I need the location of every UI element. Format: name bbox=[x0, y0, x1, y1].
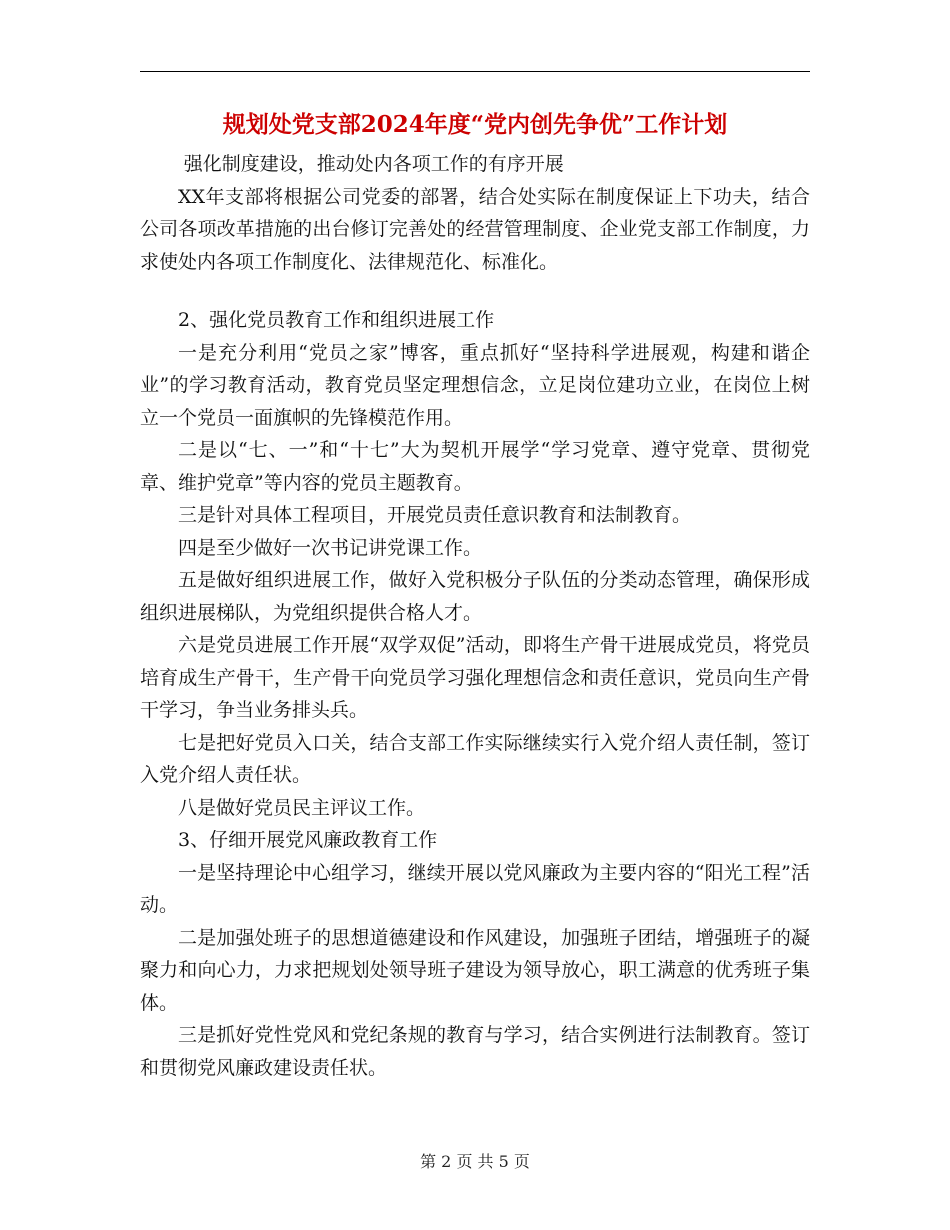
section2-item: 五是做好组织进展工作，做好入党积极分子队伍的分类动态管理，确保形成组织进展梯队，为党组织提供合格人才。 bbox=[140, 569, 810, 624]
section2-item: 四是至少做好一次书记讲党课工作。 bbox=[178, 536, 483, 559]
section2-item: 一是充分利用“党员之家”博客，重点抓好“坚持科学进展观，构建和谐企业”的学习教育活动，教育党员坚定理想信念，立足岗位建功立业，在岗位上树立一个党员一面旗帜的先锋模范作用。 bbox=[140, 341, 810, 429]
section3-item: 三是抓好党性党风和党纪条规的教育与学习，结合实例进行法制教育。签订和贯彻党风廉政建设责任状。 bbox=[140, 1024, 810, 1079]
paragraph-gap bbox=[140, 278, 810, 304]
section3-item: 一是坚持理论中心组学习，继续开展以党风廉政为主要内容的“阳光工程”活动。 bbox=[140, 861, 810, 916]
section3-item: 二是加强处班子的思想道德建设和作风建设，加强班子团结，增强班子的凝聚力和向心力，力求把规划处领导班子建设为领导放心，职工满意的优秀班子集体。 bbox=[140, 926, 810, 1014]
document-body bbox=[140, 148, 810, 1084]
section2-item: 三是针对具体工程项目，开展党员责任意识教育和法制教育。 bbox=[178, 504, 692, 526]
section2-item: 七是把好党员入口关，结合支部工作实际继续实行入党介绍人责任制，签订入党介绍人责任状。 bbox=[140, 731, 810, 786]
section2-heading: 2、强化党员教育工作和组织进展工作 bbox=[178, 309, 495, 331]
section2-item: 八是做好党员民主评议工作。 bbox=[178, 796, 426, 819]
section1-heading: 强化制度建设，推动处内各项工作的有序开展 bbox=[183, 153, 564, 175]
page-number: 第 2 页 共 5 页 bbox=[420, 1152, 530, 1171]
section3-heading: 3、仔细开展党风廉政教育工作 bbox=[178, 829, 438, 851]
header-rule bbox=[140, 71, 810, 72]
section2-item: 二是以“七、一”和“十七”大为契机开展学“学习党章、遵守党章、贯彻党章、维护党章”等内容的党员主题教育。 bbox=[140, 439, 810, 494]
section1-paragraph: XX年支部将根据公司党委的部署，结合处实际在制度保证上下功夫，结合公司各项改革措施的出台修订完善处的经营管理制度、企业党支部工作制度，力求使处内各项工作制度化、法律规范化、标准化。 bbox=[140, 185, 810, 273]
section2-item: 六是党员进展工作开展“双学双促”活动，即将生产骨干进展成党员，将党员培育成生产骨干，生产骨干向党员学习强化理想信念和责任意识，党员向生产骨干学习，争当业务排头兵。 bbox=[140, 634, 810, 721]
document-title: 规划处党支部2024年度“党内创先争优”工作计划 bbox=[222, 111, 728, 138]
